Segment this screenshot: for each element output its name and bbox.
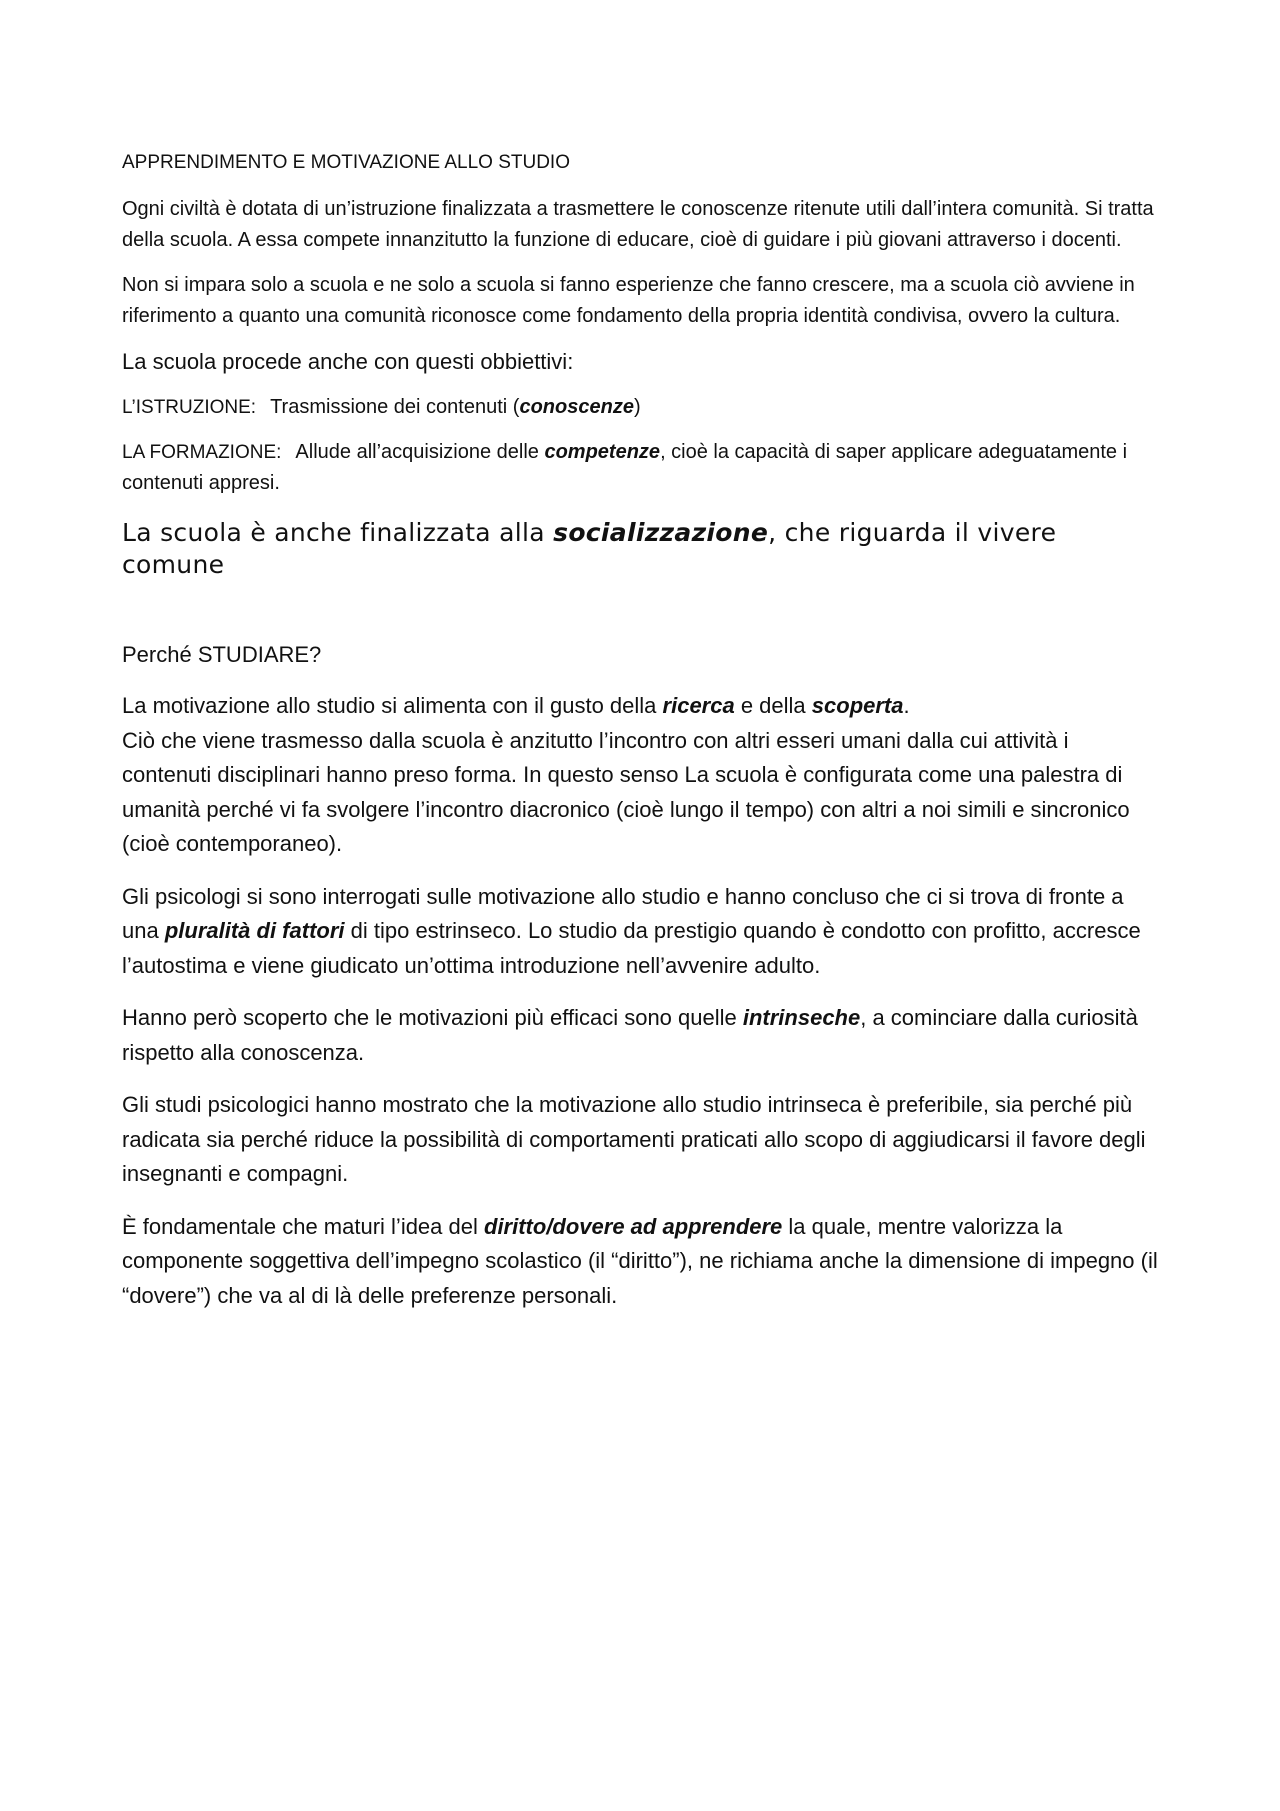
motivazione-emphasis-scoperta: scoperta [811, 693, 904, 718]
intrinseche-text-end: , a cominciare dalla curiosità rispetto alla conoscenza. [122, 1005, 1138, 1065]
paragraph-istruzione [122, 392, 1162, 423]
istruzione-text: Trasmissione dei contenuti ( [270, 396, 520, 418]
intrinseche-emphasis: intrinseche [742, 1005, 861, 1030]
paragraph-socializzazione [122, 517, 1162, 581]
diritto-text-end: la quale, mentre valorizza la componente soggettiva dell’impegno scolastico (il “diritto”), ne richiama anche la dimensione di impegno (il “dovere”) che va al di là delle preferenze personali. [122, 1213, 1158, 1308]
document-page [122, 150, 1162, 1313]
section-title: Perché STUDIARE? [122, 642, 322, 667]
socializzazione-emphasis: socializzazione [553, 518, 769, 547]
intrinseche-text: Hanno però scoperto che le motivazioni più efficaci sono quelle [122, 1005, 743, 1030]
motivazione-text: La motivazione allo studio si alimenta con il gusto della [122, 693, 663, 718]
formazione-emphasis: competenze [544, 441, 661, 463]
paragraph-obbiettivi: La scuola procede anche con questi obbiettivi: [122, 349, 574, 374]
psicologi-emphasis: pluralità di fattori [164, 918, 345, 943]
paragraph-studi-psicologici: Gli studi psicologici hanno mostrato che la motivazione allo studio intrinseca è preferibile, sia perché più radicata sia perché riduce la possibilità di comportamenti praticati allo scopo di aggiudicarsi il favore degli insegnanti e compagni. [122, 1092, 1146, 1186]
istruzione-text-end: ) [633, 396, 641, 418]
paragraph-civilta: Ogni civiltà è dotata di un’istruzione finalizzata a trasmettere le conoscenze ritenute utili dall’intera comunità. Si tratta della scuola. A essa compete innanzitutto la funzione di educare, cioè di guidare i più giovani attraverso i docenti. [122, 198, 1154, 251]
paragraph-palestra-umanita: Ciò che viene trasmesso dalla scuola è anzitutto l’incontro con altri esseri umani dalla cui attività i contenuti disciplinari hanno preso forma. In questo senso La scuola è configurata come una palestra di umanità perché vi fa svolgere l’incontro diacronico (cioè lungo il tempo) con altri a noi simili e sincronico (cioè contemporaneo). [122, 727, 1130, 856]
psicologi-text-end: di tipo estrinseco. Lo studio da prestigio quando è condotto con profitto, accresce l’autostima e viene giudicato un’ottima introduzione nell’avvenire adulto. [122, 918, 1141, 978]
motivazione-text-end: . [903, 693, 910, 718]
socializzazione-text-end: , che riguarda il vivere comune [122, 518, 1057, 579]
motivazione-emphasis-ricerca: ricerca [662, 693, 735, 718]
socializzazione-text: La scuola è anche finalizzata alla [122, 518, 554, 547]
istruzione-emphasis: conoscenze [519, 396, 634, 418]
paragraph-motivazione [122, 689, 1162, 724]
document-title: APPRENDIMENTO E MOTIVAZIONE ALLO STUDIO [122, 152, 570, 173]
psicologi-text: Gli psicologi si sono interrogati sulle motivazione allo studio e hanno concluso che ci si trova di fronte a una [122, 883, 1124, 943]
paragraph-intrinseche [122, 1001, 1162, 1070]
formazione-label: LA FORMAZIONE: [122, 442, 282, 463]
diritto-text: È fondamentale che maturi l’idea del [122, 1213, 484, 1239]
paragraph-formazione [122, 437, 1162, 499]
formazione-text: Allude all’acquisizione delle [295, 441, 545, 463]
motivazione-text-mid: e della [734, 693, 812, 718]
istruzione-label: L’ISTRUZIONE: [122, 397, 257, 418]
diritto-emphasis: diritto/dovere ad apprendere [484, 1213, 783, 1239]
paragraph-psicologi [122, 880, 1162, 984]
formazione-text-end: , cioè la capacità di saper applicare adeguatamente i contenuti appresi. [122, 441, 1128, 494]
paragraph-cultura: Non si impara solo a scuola e ne solo a scuola si fanno esperienze che fanno crescere, ma a scuola ciò avviene in riferimento a quanto una comunità riconosce come fondamento della propria identità condivisa, ovvero la cultura. [122, 274, 1135, 327]
paragraph-diritto-dovere [122, 1210, 1162, 1314]
